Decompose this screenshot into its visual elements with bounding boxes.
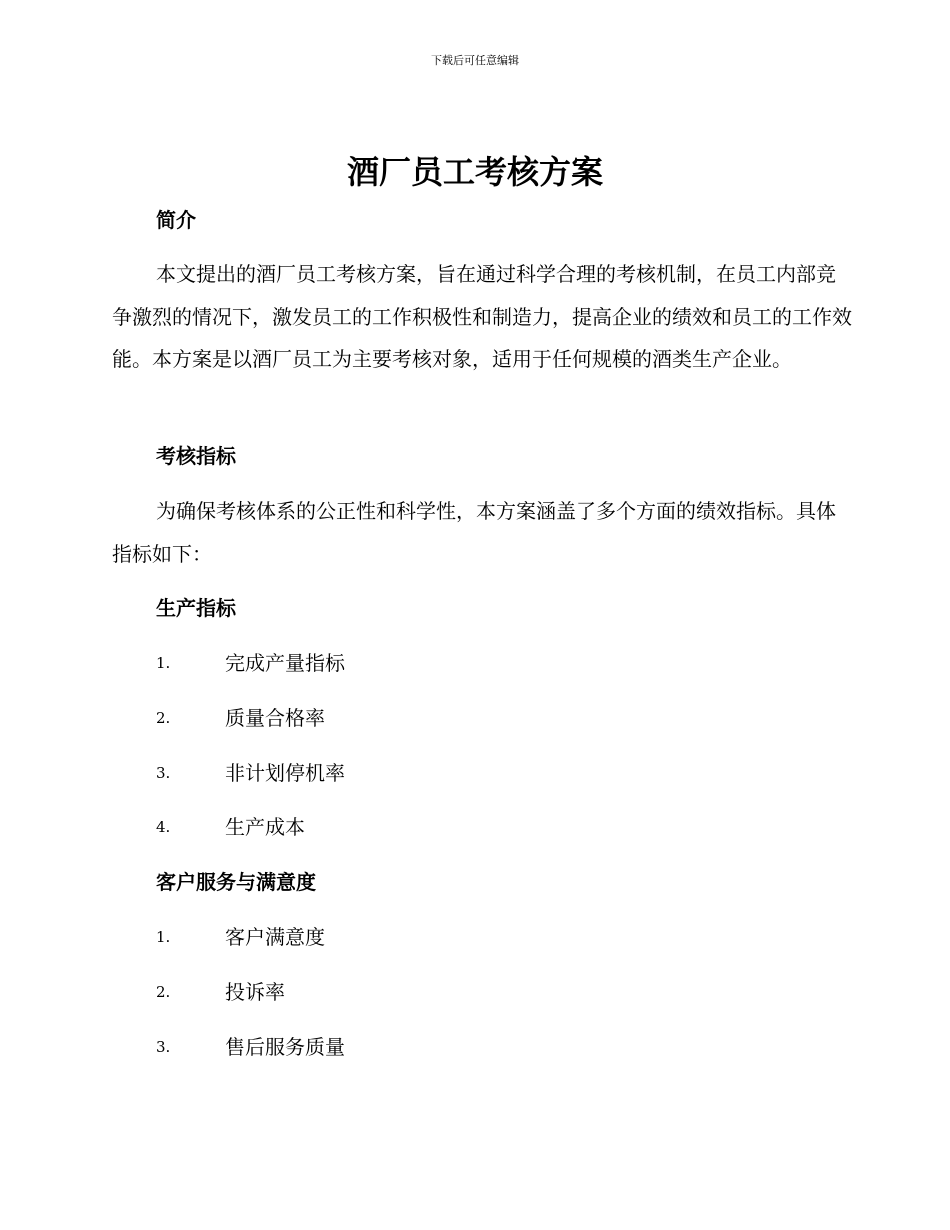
section-heading-intro: 简介 [156, 208, 196, 232]
intro-paragraph [112, 253, 852, 381]
list-item-text: 非计划停机率 [225, 761, 345, 785]
indicators-paragraph-text: 为确保考核体系的公正性和科学性，本方案涵盖了多个方面的绩效指标。具体指标如下： [112, 499, 836, 566]
list-item-text: 客户满意度 [225, 925, 325, 949]
list-item-number: 2. [156, 983, 171, 1001]
page-header: 下载后可任意编辑 [431, 54, 519, 67]
intro-paragraph-text: 本文提出的酒厂员工考核方案，旨在通过科学合理的考核机制，在员工内部竞争激烈的情况下，激发员工的工作积极性和制造力，提高企业的绩效和员工的工作效能。本方案是以酒厂员工为主要考核对象，适用于任何规模的酒类生产企业。 [112, 262, 852, 372]
list-item-number: 3. [156, 1038, 171, 1056]
list-item-text: 投诉率 [225, 980, 285, 1004]
list-item-text: 质量合格率 [225, 706, 325, 730]
document-title: 酒厂员工考核方案 [346, 153, 603, 191]
list-item-number: 3. [156, 764, 171, 782]
list-item-number: 1. [156, 928, 171, 946]
section-heading-production: 生产指标 [156, 596, 236, 620]
list-item-number: 4. [156, 818, 171, 836]
list-item-number: 2. [156, 709, 171, 727]
list-item-text: 售后服务质量 [225, 1035, 345, 1059]
section-heading-service: 客户服务与满意度 [156, 870, 316, 894]
section-heading-indicators: 考核指标 [156, 444, 236, 468]
list-item-text: 完成产量指标 [225, 651, 345, 675]
list-item-number: 1. [156, 654, 171, 672]
list-item-text: 生产成本 [225, 815, 305, 839]
indicators-paragraph [112, 490, 852, 575]
